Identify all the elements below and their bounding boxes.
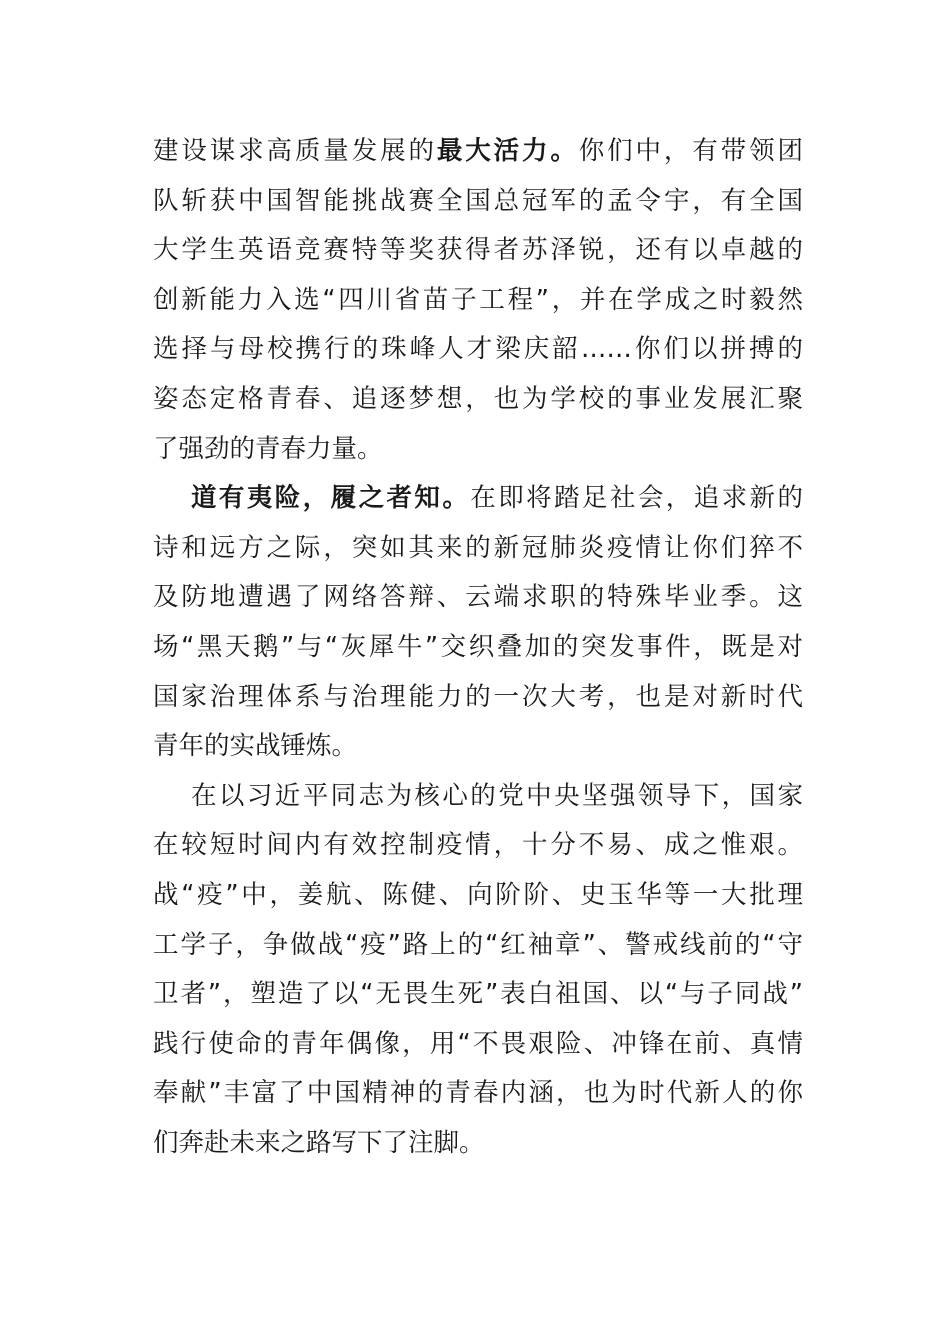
- paragraph-1-line-1: [153, 127, 803, 177]
- body-text: [153, 127, 803, 1168]
- paragraph-3-line-3: 战“疫”中，姜航、陈健、向阶阶、史玉华等一大批理: [153, 879, 803, 910]
- paragraph-2-line-4: 场“黑天鹅”与“灰犀牛”交织叠加的突发事件，既是对: [153, 631, 803, 662]
- paragraph-1-line-7: 了强劲的青春力量。: [153, 433, 383, 464]
- paragraph-2-line-5: 国家治理体系与治理能力的一次大考，也是对新时代: [153, 681, 803, 712]
- paragraph-1-line-2: 队斩获中国智能挑战赛全国总冠军的孟令宇，有全国: [153, 185, 803, 216]
- paragraph-3-line-7: 奉献”丰富了中国精神的青春内涵，也为时代新人的你: [153, 1078, 803, 1109]
- paragraph-3-line-8: 们奔赴未来之路写下了注脚。: [153, 1127, 485, 1158]
- paragraph-3-line-4: 工学子，争做战“疫”路上的“红袖章”、警戒线前的“守: [153, 929, 803, 960]
- text-run: 建设谋求高质量发展的: [153, 136, 437, 166]
- paragraph-3-line-5: 卫者”，塑造了以“无畏生死”表白祖国、以“与子同战”: [153, 979, 803, 1010]
- paragraph-1-line-3: 大学生英语竞赛特等奖获得者苏泽锐，还有以卓越的: [153, 235, 803, 266]
- paragraph-3-line-1: 在以习近平同志为核心的党中央坚强领导下，国家: [191, 780, 803, 811]
- bold-heading-phrase: 道有夷险，履之者知。: [191, 483, 471, 514]
- paragraph-1-line-5: 选择与母校携行的珠峰人才梁庆韶……你们以拼搏的: [153, 334, 803, 365]
- text-run: 在即将踏足社会，追求新的: [470, 483, 803, 514]
- paragraph-3-line-6: 践行使命的青年偶像，用“不畏艰险、冲锋在前、真情: [153, 1028, 803, 1059]
- paragraph-3-line-2: 在较短时间内有效控制疫情，十分不易、成之惟艰。: [153, 830, 803, 861]
- bold-phrase: 最大活力。: [436, 136, 579, 166]
- paragraph-2-line-2: 诗和远方之际，突如其来的新冠肺炎疫情让你们猝不: [153, 532, 803, 563]
- paragraph-2-line-1: [153, 474, 803, 524]
- paragraph-1-line-4: 创新能力入选“四川省苗子工程”，并在学成之时毅然: [153, 284, 803, 315]
- paragraph-1-line-6: 姿态定格青春、追逐梦想，也为学校的事业发展汇聚: [153, 383, 803, 414]
- text-run: 你们中，有带领团: [578, 136, 803, 166]
- paragraph-2-line-6: 青年的实战锤炼。: [153, 731, 358, 762]
- paragraph-2-line-3: 及防地遭遇了网络答辩、云端求职的特殊毕业季。这: [153, 582, 803, 613]
